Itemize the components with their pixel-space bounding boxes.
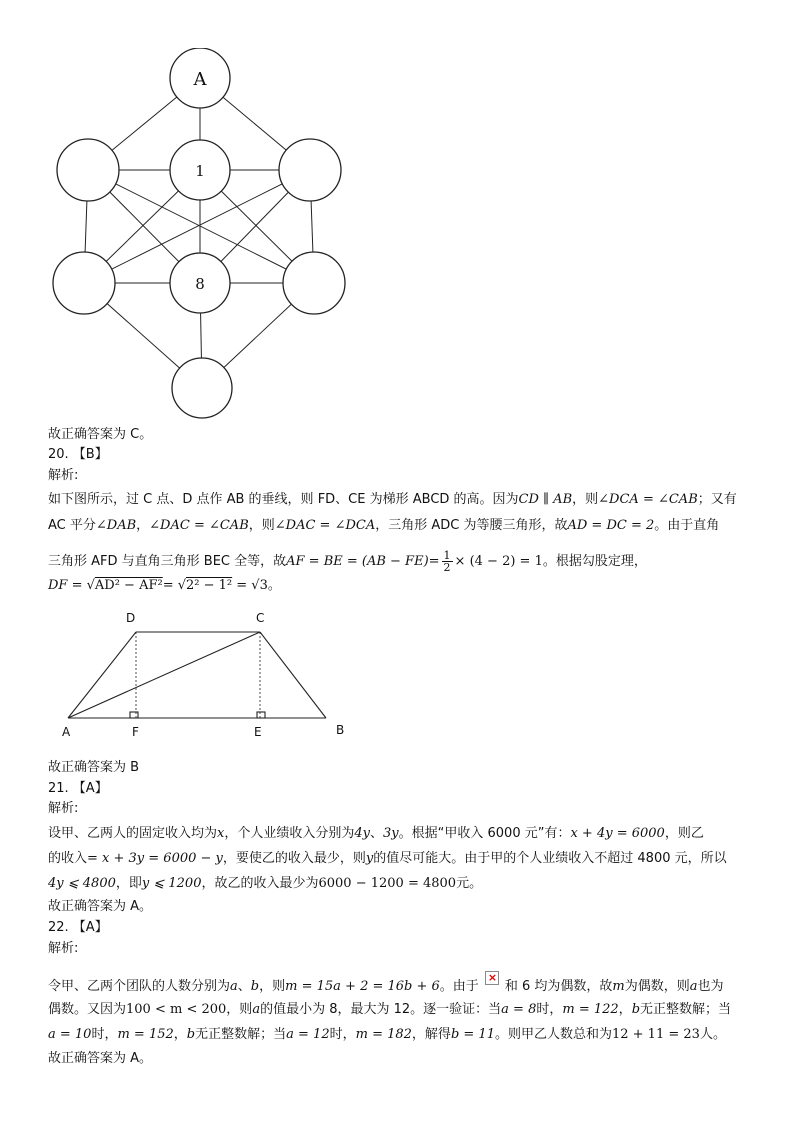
text-span: 的收入 [48, 851, 88, 866]
text-span: 无正整数解；当 [640, 1002, 732, 1017]
text-line [48, 851, 760, 867]
math-span: AF = BE = (AB − FE)= [286, 554, 440, 569]
graph-diagram [48, 48, 368, 426]
text-span: 如下图所示，过 C 点、D 点作 AB 的垂线，则 FD、CE 为梯形 ABCD 的高。因为 [48, 492, 519, 507]
text-span: ，要使乙的收入最少，则 [222, 851, 366, 866]
trapezoid-edge-cb [260, 632, 326, 718]
text-span: 。则甲乙人数总和为 [494, 1027, 612, 1042]
text-span: ，解得 [411, 1027, 451, 1042]
section-label: 解析: [48, 468, 79, 483]
fraction-denominator: 2 [443, 561, 451, 574]
point-label-f: F [132, 725, 139, 739]
question-number: 22. 【A】 [48, 920, 108, 935]
math-span: DF = √ [48, 578, 95, 593]
math-span: = √ [162, 578, 187, 593]
text-span: ，即 [115, 876, 142, 891]
math-span: x + 4y = 6000 [570, 826, 665, 841]
question-number: 20. 【B】 [48, 447, 108, 462]
graph-node-upper-left [57, 139, 119, 201]
math-span: AD = DC = 2 [567, 518, 655, 533]
text-line: 故正确答案为 A。 [48, 1051, 153, 1066]
text-line [48, 1027, 760, 1043]
text-span: 时， [536, 1002, 563, 1017]
text-line: 故正确答案为 A。 [48, 899, 153, 914]
question-number: 21. 【A】 [48, 781, 108, 796]
text-span: ，则 [248, 518, 275, 533]
math-span: m = 15a + 2 = 16b + 6 [285, 979, 440, 994]
graph-node-upper-right [279, 139, 341, 201]
text-span: 三角形 AFD 与直角三角形 BEC 全等，故 [48, 554, 287, 569]
math-span: 4y [354, 826, 370, 841]
text-span: 时， [329, 1027, 356, 1042]
text-span: ，故乙的收入最少为 [201, 876, 319, 891]
fraction [442, 550, 453, 573]
text-span: 元。 [456, 876, 483, 891]
text-span: 人。 [699, 1027, 726, 1042]
math-span: b [250, 979, 260, 994]
broken-image-icon [485, 971, 499, 985]
math-span: × (4 − 2) = 1 [454, 554, 543, 569]
point-label-e: E [254, 725, 262, 739]
text-span: 和 6 均为偶数，故 [504, 979, 613, 994]
graph-node-label-top: A [193, 69, 207, 90]
text-span: 为偶数，则 [624, 979, 690, 994]
point-label-b: B [336, 723, 345, 737]
math-span: a [689, 979, 698, 994]
right-angle-mark-f [130, 712, 138, 718]
text-span: 无正整数解；当 [195, 1027, 287, 1042]
section-label: 解析: [48, 941, 79, 956]
math-span: ∠DAB [95, 518, 137, 533]
text-line [48, 578, 760, 594]
math-span: m = 182 [355, 1027, 412, 1042]
point-label-c: C [256, 611, 265, 625]
math-span: 2² − 1² [186, 578, 233, 593]
math-span: 100 < m < 200 [126, 1002, 227, 1017]
math-span: = x + 3y = 6000 − y [87, 851, 223, 866]
math-span: AD² − AF² [94, 578, 163, 593]
graph-node-bottom [172, 358, 232, 418]
math-span: ∠DAC = ∠CAB [149, 518, 249, 533]
fraction-numerator: 1 [443, 549, 451, 562]
text-span: ，个人业绩收入分别为 [224, 826, 355, 841]
text-span: 。根据“甲收入 6000 元”有： [398, 826, 571, 841]
math-span: b [631, 1002, 641, 1017]
section-label: 解析: [48, 801, 79, 816]
point-label-a: A [62, 725, 71, 739]
math-span: y [365, 851, 374, 866]
math-span: b [186, 1027, 196, 1042]
math-span: ∠DAC = ∠DCA [274, 518, 376, 533]
text-line [48, 1002, 760, 1018]
text-line: 故正确答案为 C。 [48, 427, 153, 442]
graph-node-lower-left [53, 252, 115, 314]
math-span: ∠DCA = ∠CAB [598, 492, 698, 507]
trapezoid-edge-ad [68, 632, 136, 718]
text-span: 。由于直角 [654, 518, 720, 533]
text-line [48, 550, 760, 573]
math-span: a [230, 979, 238, 994]
math-span: x [217, 826, 225, 841]
math-span: a = 12 [286, 1027, 330, 1042]
math-span: m = 122 [562, 1002, 619, 1017]
math-span: 12 + 11 = 23 [611, 1027, 700, 1042]
text-line [48, 518, 760, 534]
text-span: 、 [370, 826, 384, 841]
point-label-d: D [126, 611, 136, 625]
text-span: ， [618, 1002, 632, 1017]
text-line [48, 826, 760, 842]
text-span: ，则 [572, 492, 599, 507]
text-line [48, 876, 760, 892]
text-span: 令甲、乙两个团队的人数分别为 [48, 979, 231, 994]
text-span: ， [173, 1027, 187, 1042]
text-span: ；又有 [697, 492, 737, 507]
graph-node-label-center-lower: 8 [195, 275, 205, 293]
math-span: 6000 − 1200 = 4800 [318, 876, 457, 891]
text-span: 时， [91, 1027, 118, 1042]
text-span: ，则 [226, 1002, 253, 1017]
math-span: m [612, 979, 625, 994]
text-line [48, 977, 760, 995]
text-span: 也为 [697, 979, 724, 994]
text-span: 的值最小为 8，最大为 12。逐一验证：当 [260, 1002, 502, 1017]
math-span: a = 8 [501, 1002, 537, 1017]
text-span: 、 [237, 979, 251, 994]
text-span: 设甲、乙两人的固定收入均为 [48, 826, 218, 841]
text-span: 。由于 [439, 979, 479, 994]
text-span: 偶数。又因为 [48, 1002, 127, 1017]
text-span: ，则 [259, 979, 286, 994]
math-span: CD ∥ AB [518, 492, 573, 507]
math-span: 3y [383, 826, 399, 841]
trapezoid-diagonal-ac [68, 632, 260, 718]
text-line: 故正确答案为 B [48, 760, 140, 775]
text-span: 。 [267, 578, 281, 593]
graph-node-lower-right [283, 252, 345, 314]
math-span: m = 152 [117, 1027, 174, 1042]
graph-node-label-center-upper: 1 [195, 162, 205, 180]
text-span: ，三角形 ADC 为等腰三角形，故 [375, 518, 568, 533]
math-span: a = 10 [48, 1027, 92, 1042]
right-angle-mark-e [257, 712, 265, 718]
text-span: AC 平分 [48, 518, 96, 533]
text-line [48, 492, 760, 508]
text-span: 的值尽可能大。由于甲的个人业绩收入不超过 4800 元，所以 [373, 851, 727, 866]
text-span: ， [136, 518, 150, 533]
math-span: y ⩽ 1200 [141, 876, 202, 891]
math-span: = √3 [232, 578, 268, 593]
math-span: a [252, 1002, 261, 1017]
text-span: 。根据勾股定理， [542, 554, 647, 569]
math-span: b = 11 [450, 1027, 495, 1042]
trapezoid-diagram [48, 606, 368, 746]
math-span: 4y ⩽ 4800 [48, 876, 116, 891]
text-span: ，则乙 [664, 826, 704, 841]
